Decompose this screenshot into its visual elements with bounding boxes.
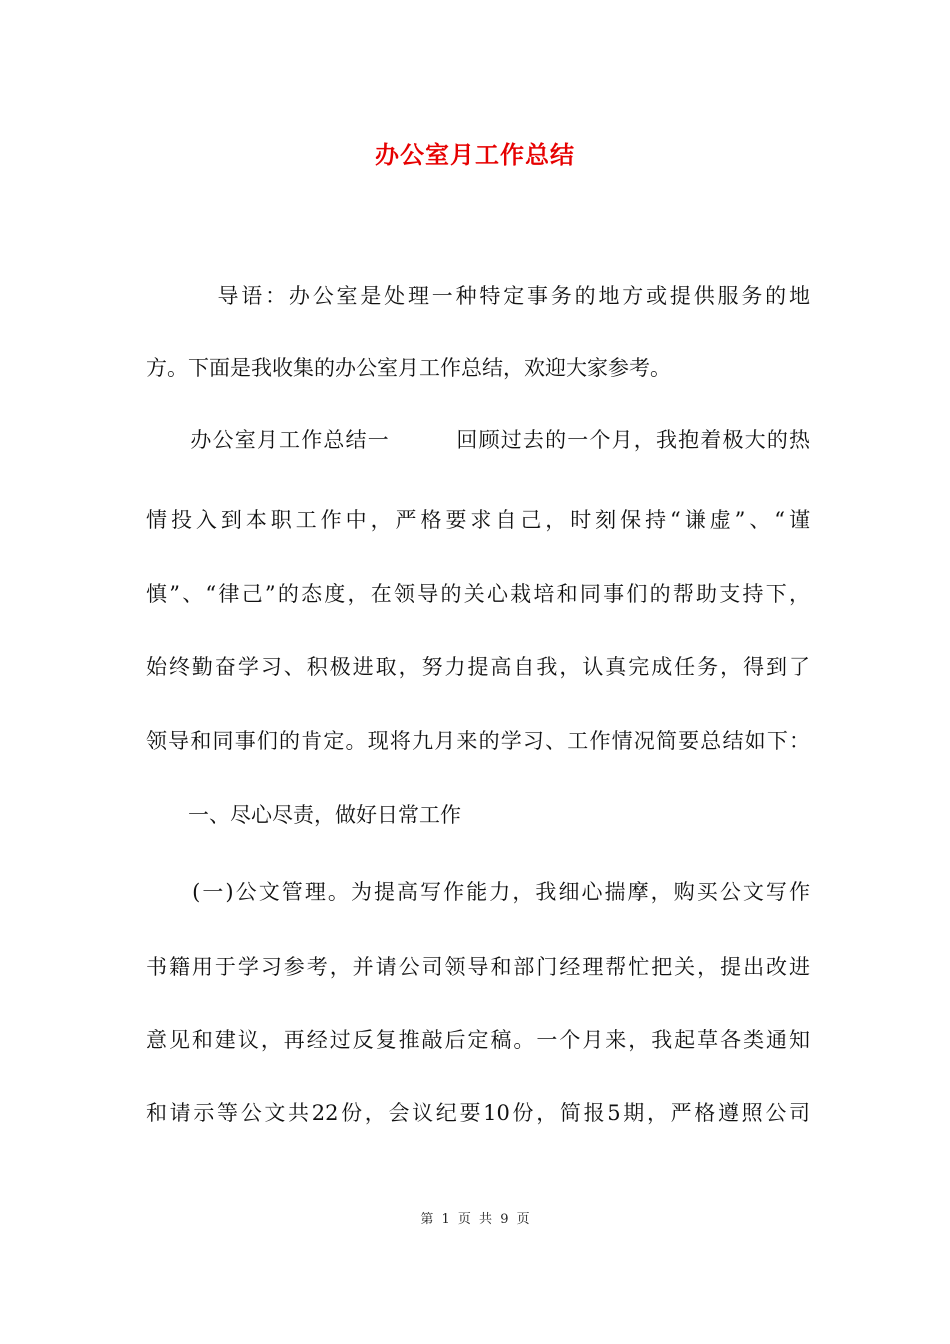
paragraph-line: 方。下面是我收集的办公室月工作总结，欢迎大家参考。 — [146, 356, 671, 380]
paragraph-line: 意见和建议，再经过反复推敲后定稿。一个月来，我起草各类通知 — [146, 1028, 810, 1052]
page-number: 第 1 页 共 9 页 — [420, 1212, 530, 1227]
paragraph-line: 和请示等公文共22份，会议纪要10份，简报5期，严格遵照公司 — [146, 1101, 810, 1125]
section-heading: 一、尽心尽责，做好日常工作 — [146, 803, 461, 827]
document-title: 办公室月工作总结 — [375, 140, 575, 169]
paragraph-line: 领导和同事们的肯定。现将九月来的学习、工作情况简要总结如下： — [146, 729, 810, 753]
paragraph-line: 始终勤奋学习、积极进取，努力提高自我，认真完成任务，得到了 — [146, 655, 810, 679]
paragraph-line: (一)公文管理。为提高写作能力，我细心揣摩，购买公文写作 — [146, 880, 810, 904]
paragraph-line: 慎”、“律己”的态度，在领导的关心栽培和同事们的帮助支持下， — [146, 582, 810, 606]
paragraph-line: 情投入到本职工作中，严格要求自己，时刻保持“谦虚”、“谨 — [146, 508, 810, 532]
paragraph-line: 导语：办公室是处理一种特定事务的地方或提供服务的地 — [146, 284, 810, 308]
paragraph-line: 书籍用于学习参考，并请公司领导和部门经理帮忙把关，提出改进 — [146, 955, 810, 979]
paragraph-line: 办公室月工作总结一 回顾过去的一个月，我抱着极大的热 — [146, 428, 810, 452]
